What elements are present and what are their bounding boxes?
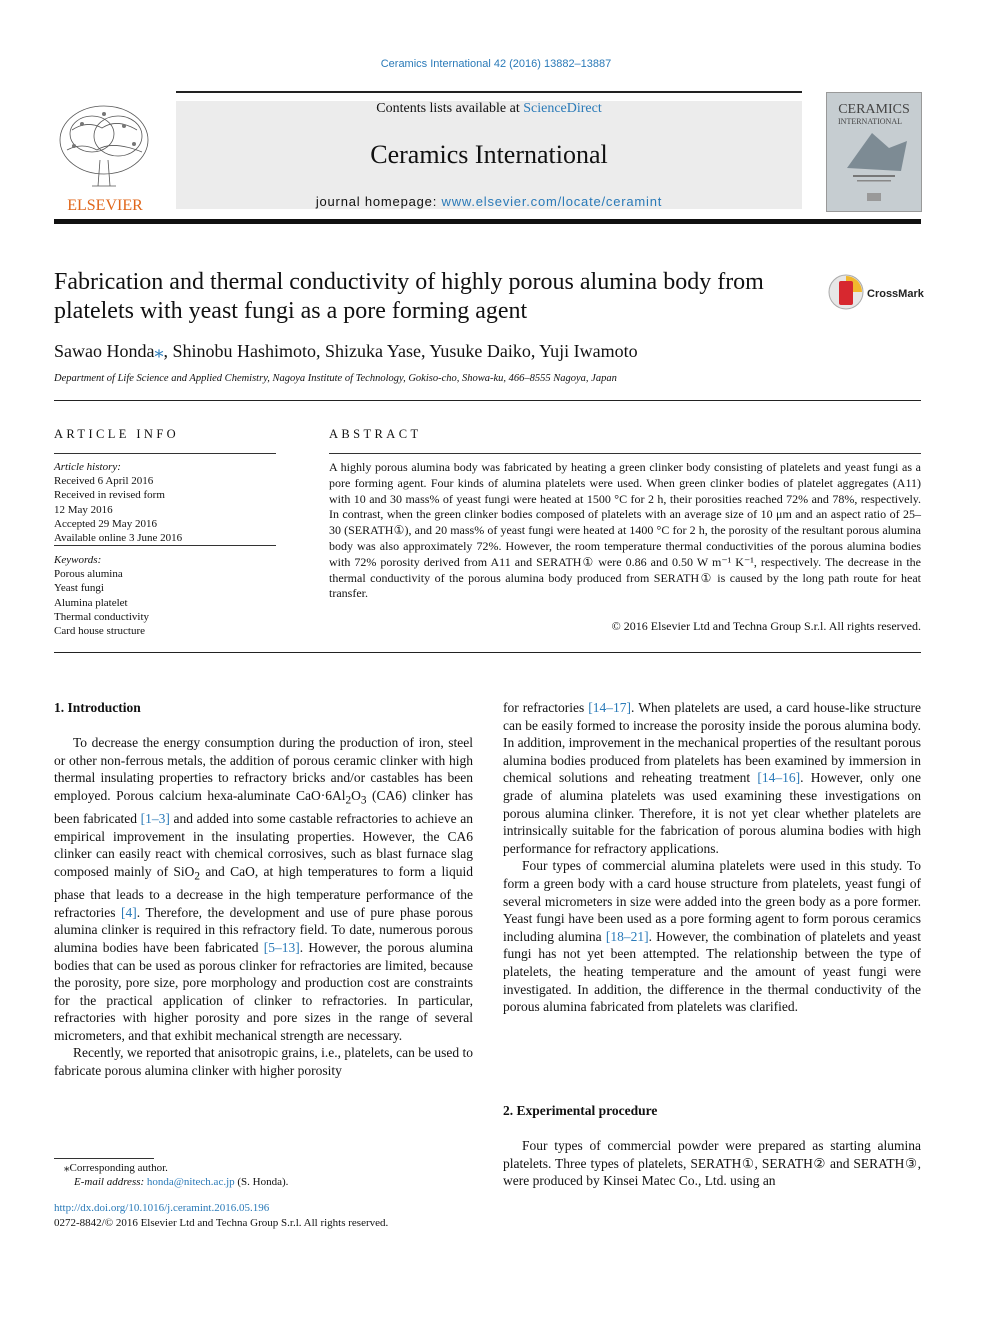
body-right-column (503, 699, 921, 1016)
section-heading-introduction: 1. Introduction (54, 700, 141, 715)
divider (54, 400, 921, 401)
footnote (54, 1161, 473, 1189)
citation-link[interactable]: [14–16] (757, 770, 801, 786)
issn-copyright: 0272-8842/© 2016 Elsevier Ltd and Techna Group S.r.l. All rights reserved. (54, 1217, 389, 1229)
section-heading-experimental: 2. Experimental procedure (503, 1103, 658, 1118)
citation-link[interactable]: [18–21] (605, 928, 649, 944)
intro-paragraph-2: Recently, we reported that anisotropic grains, i.e., platelets, can be used to fabricate porous alumina clinker with higher porosity (54, 1045, 473, 1079)
journal-name: Ceramics International (370, 140, 608, 169)
abstract-copyright: © 2016 Elsevier Ltd and Techna Group S.r.l. All rights reserved. (611, 619, 921, 633)
author-first: Sawao Honda (54, 341, 155, 361)
history-item: Available online 3 June 2016 (54, 532, 183, 545)
header-divider (54, 219, 921, 224)
history-item: Received 6 April 2016 (54, 475, 154, 488)
keyword: Thermal conductivity (54, 610, 149, 623)
paper-title: Fabrication and thermal conductivity of highly porous alumina body from platelets with yeast fungi as a pore forming agent (54, 269, 764, 324)
divider (54, 545, 276, 546)
body-left-column (54, 734, 473, 1080)
crossmark-label: CrossMark (867, 288, 924, 300)
divider (54, 652, 921, 653)
experimental-paragraph-1: Four types of commercial powder were prepared as starting alumina platelets. Three types of platelets, SERATH①, SERATH② and SERATH③, were produced by Kinsei Matec Co., Ltd. using an (503, 1138, 921, 1189)
homepage-prefix: journal homepage: (315, 194, 442, 209)
tree-icon (52, 100, 158, 214)
journal-reference[interactable]: Ceramics International 42 (2016) 13882–13887 (380, 58, 612, 70)
keyword: Card house structure (54, 625, 146, 638)
history-item: Accepted 29 May 2016 (54, 517, 157, 530)
citation-link[interactable]: [5–13] (263, 939, 300, 955)
cover-title-1: CERAMICS (838, 102, 910, 117)
article-history (54, 460, 276, 545)
keyword: Alumina platelet (54, 596, 128, 609)
keywords-label: Keywords: (54, 554, 102, 566)
citation-link[interactable]: [14–17] (588, 700, 632, 715)
history-item: 12 May 2016 (54, 503, 113, 516)
elsevier-logo[interactable] (52, 100, 158, 214)
header-rule (176, 91, 802, 93)
keywords (54, 553, 276, 638)
corresponding-author-note: ⁎Corresponding author. (64, 1162, 168, 1174)
crossmark-badge[interactable] (828, 272, 928, 312)
doi-link[interactable]: http://dx.doi.org/10.1016/j.ceramint.2016.05.196 (54, 1202, 270, 1214)
divider (54, 453, 276, 454)
email-suffix: (S. Honda). (234, 1176, 289, 1188)
homepage-line (176, 194, 802, 209)
author-list (54, 341, 638, 362)
intro-paragraph-4: Four types of commercial alumina platelets were used in this study. To form a green body with a card house structure from platelets, yeast fungi of several micrometers in size were added into the green body as a pore former. Yeast fungi have been used as a pore forming agent to form porous ceramics including alumina [18–21]. However, the combination of platelets and yeast fungi has not yet been attempted. The relationship between the type of platelets, the heating temperature and the amount of yeast fungi were investigated. In addition, the difference in the thermal conductivity of the porous alumina fabricated from platelets was clarified. (503, 858, 921, 1015)
journal-cover-thumbnail[interactable] (826, 92, 922, 212)
publisher-name: ELSEVIER (67, 197, 143, 214)
abstract-heading: ABSTRACT (329, 427, 422, 441)
intro-paragraph-1: To decrease the energy consumption during the production of iron, steel or other non-ferrous metals, the addition of porous ceramic clinker with high thermal insulating properties to refractory bricks and/or castables has been employed. Porous calcium hexa-aluminate $CaO\cdot 6Al_2O_3$ (CA6) clinker has been fabricated [1–3] and added into some castable refractories to achieve an empirical improvement in the insulating properties. However, the CA6 clinker can easily react with chemical corrosives, such as blast furnace slag composed mainly of SiO$_2$ and CaO, at high temperatures to form a liquid phase that leads to a decrease in the high temperature performance of the refractories [4]. Therefore, the development and use of pure phase porous alumina clinker is required in this refractory field. To date, numerous porous alumina bodies have been fabricated [5–13]. However, the porous alumina bodies that can be used as porous clinker for refractories are limited, because the porosity, pore size, pore morphology and production cost are constraints for the practical application of clinker to refractories. In particular, refractories with higher porosity and pore sizes in the range of several micrometers, and that exhibit mechanical strength are necessary. (54, 735, 473, 1043)
sciencedirect-link[interactable]: ScienceDirect (523, 101, 602, 116)
email-label: E-mail address: (74, 1176, 147, 1188)
history-label: Article history: (54, 461, 121, 473)
divider (329, 453, 921, 454)
history-item: Received in revised form (54, 489, 165, 502)
contents-prefix: Contents lists available at (376, 101, 524, 116)
article-info-heading: ARTICLE INFO (54, 427, 180, 441)
cover-title-2: INTERNATIONAL (838, 117, 902, 126)
affiliation: Department of Life Science and Applied Chemistry, Nagoya Institute of Technology, Gokiso-cho, Showa-ku, 466–8555 Nagoya, Japan (54, 373, 617, 384)
email-link[interactable]: honda@nitech.ac.jp (146, 1176, 235, 1188)
abstract-text: A highly porous alumina body was fabricated by heating a green clinker body consisting of platelets and yeast fungi as a pore forming agent. Four kinds of alumina platelets were used. When green clinker bodies of platelet aggregates (A11) with 10 and 30 mass% of yeast fungi were heated at 1500 °C for 2 h, their porosities reached 72% and 78%, respectively. In contrast, when the green clinker bodies composed of platelets with an average size of 10 μm and an aspect ratio of 25–30 (SERATH①), and 20 mass% of yeast fungi were heated at 1400 °C for 2 h, the porosity of the resultant porous alumina body was also approximately 72%. However, the room temperature thermal conductivities of the porous alumina bodies with 72% porosity derived from A11 and SERATH① were 0.86 and 0.50 W m⁻¹ K⁻¹, respectively. The decrease in the thermal conductivity of the porous alumina body produced from SERATH① is caused by the long path route for heat transfer. (329, 460, 921, 601)
citation-link[interactable]: [1–3] (140, 811, 170, 827)
corresponding-author-mark[interactable]: ⁎ (154, 341, 164, 361)
contents-line (176, 101, 802, 117)
homepage-link[interactable]: www.elsevier.com/locate/ceramint (441, 194, 663, 209)
keyword: Yeast fungi (54, 582, 104, 595)
footnote-rule (54, 1158, 154, 1159)
intro-paragraph-3: for refractories [14–17]. When platelets are used, a card house-like structure can be easily formed to increase the porosity inside the porous alumina body. In addition, improvement in the mechanical properties of the resultant porous alumina bodies produced from platelets has been examined by immersion in chemical solutions and reheating treatment [14–16]. However, only one grade of alumina platelets was used examining these investigations on porous alumina clinker. Therefore, it is not yet clear whether platelets are intrinsically suitable for the fabrication of porous alumina bodies with high performance for refractory applications. (503, 700, 922, 856)
citation-link[interactable]: [4] (121, 904, 137, 920)
experimental-column (503, 1137, 921, 1190)
author-rest: , Shinobu Hashimoto, Shizuka Yase, Yusuke Daiko, Yuji Iwamoto (163, 341, 638, 361)
keyword: Porous alumina (54, 568, 123, 581)
